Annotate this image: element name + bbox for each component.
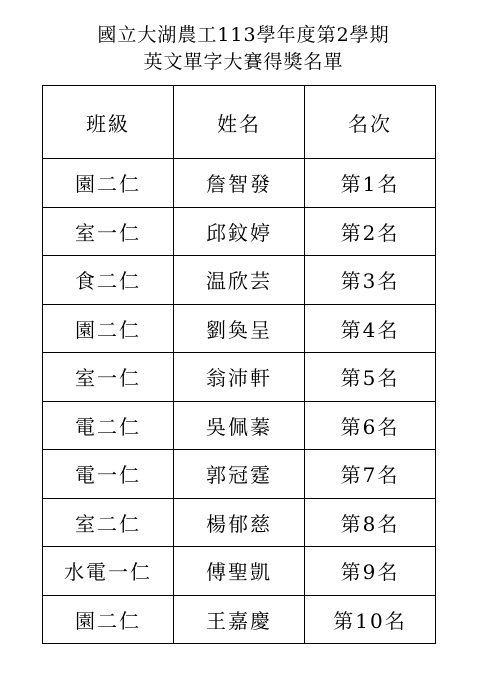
cell-name: 楊郁慈 xyxy=(174,498,305,547)
cell-rank: 第2名 xyxy=(305,207,436,256)
cell-name: 吳佩蓁 xyxy=(174,401,305,450)
cell-rank: 第10名 xyxy=(305,595,436,644)
table-body xyxy=(43,159,436,644)
cell-name: 邱鈫婷 xyxy=(174,207,305,256)
table-row xyxy=(43,207,436,256)
header-name: 姓名 xyxy=(174,86,305,159)
cell-rank: 第4名 xyxy=(305,304,436,353)
cell-class: 園二仁 xyxy=(43,159,174,208)
cell-rank: 第7名 xyxy=(305,450,436,499)
table-row xyxy=(43,159,436,208)
cell-class: 園二仁 xyxy=(43,304,174,353)
cell-name: 傅聖凱 xyxy=(174,547,305,596)
cell-rank: 第9名 xyxy=(305,547,436,596)
cell-class: 園二仁 xyxy=(43,595,174,644)
cell-name: 劉奐呈 xyxy=(174,304,305,353)
cell-rank: 第3名 xyxy=(305,256,436,305)
award-table xyxy=(42,85,436,644)
header-rank: 名次 xyxy=(305,86,436,159)
cell-rank: 第5名 xyxy=(305,353,436,402)
cell-rank: 第8名 xyxy=(305,498,436,547)
table-row xyxy=(43,595,436,644)
header-class: 班級 xyxy=(43,86,174,159)
document-subtitle: 英文單字大賽得獎名單 xyxy=(143,51,344,73)
header-row xyxy=(43,86,436,159)
cell-name: 翁沛軒 xyxy=(174,353,305,402)
cell-rank: 第1名 xyxy=(305,159,436,208)
cell-rank: 第6名 xyxy=(305,401,436,450)
cell-name: 詹智發 xyxy=(174,159,305,208)
cell-class: 室一仁 xyxy=(43,353,174,402)
table-row xyxy=(43,353,436,402)
table-row xyxy=(43,256,436,305)
table-row xyxy=(43,401,436,450)
cell-name: 郭冠霆 xyxy=(174,450,305,499)
table-row xyxy=(43,304,436,353)
cell-class: 室二仁 xyxy=(43,498,174,547)
table-row xyxy=(43,450,436,499)
cell-class: 水電一仁 xyxy=(43,547,174,596)
table-header xyxy=(43,86,436,159)
table-row xyxy=(43,498,436,547)
table-row xyxy=(43,547,436,596)
cell-name: 温欣芸 xyxy=(174,256,305,305)
cell-class: 電二仁 xyxy=(43,401,174,450)
cell-class: 電一仁 xyxy=(43,450,174,499)
cell-class: 食二仁 xyxy=(43,256,174,305)
cell-name: 王嘉慶 xyxy=(174,595,305,644)
cell-class: 室一仁 xyxy=(43,207,174,256)
document-title: 國立大湖農工113學年度第2學期 xyxy=(97,24,390,46)
